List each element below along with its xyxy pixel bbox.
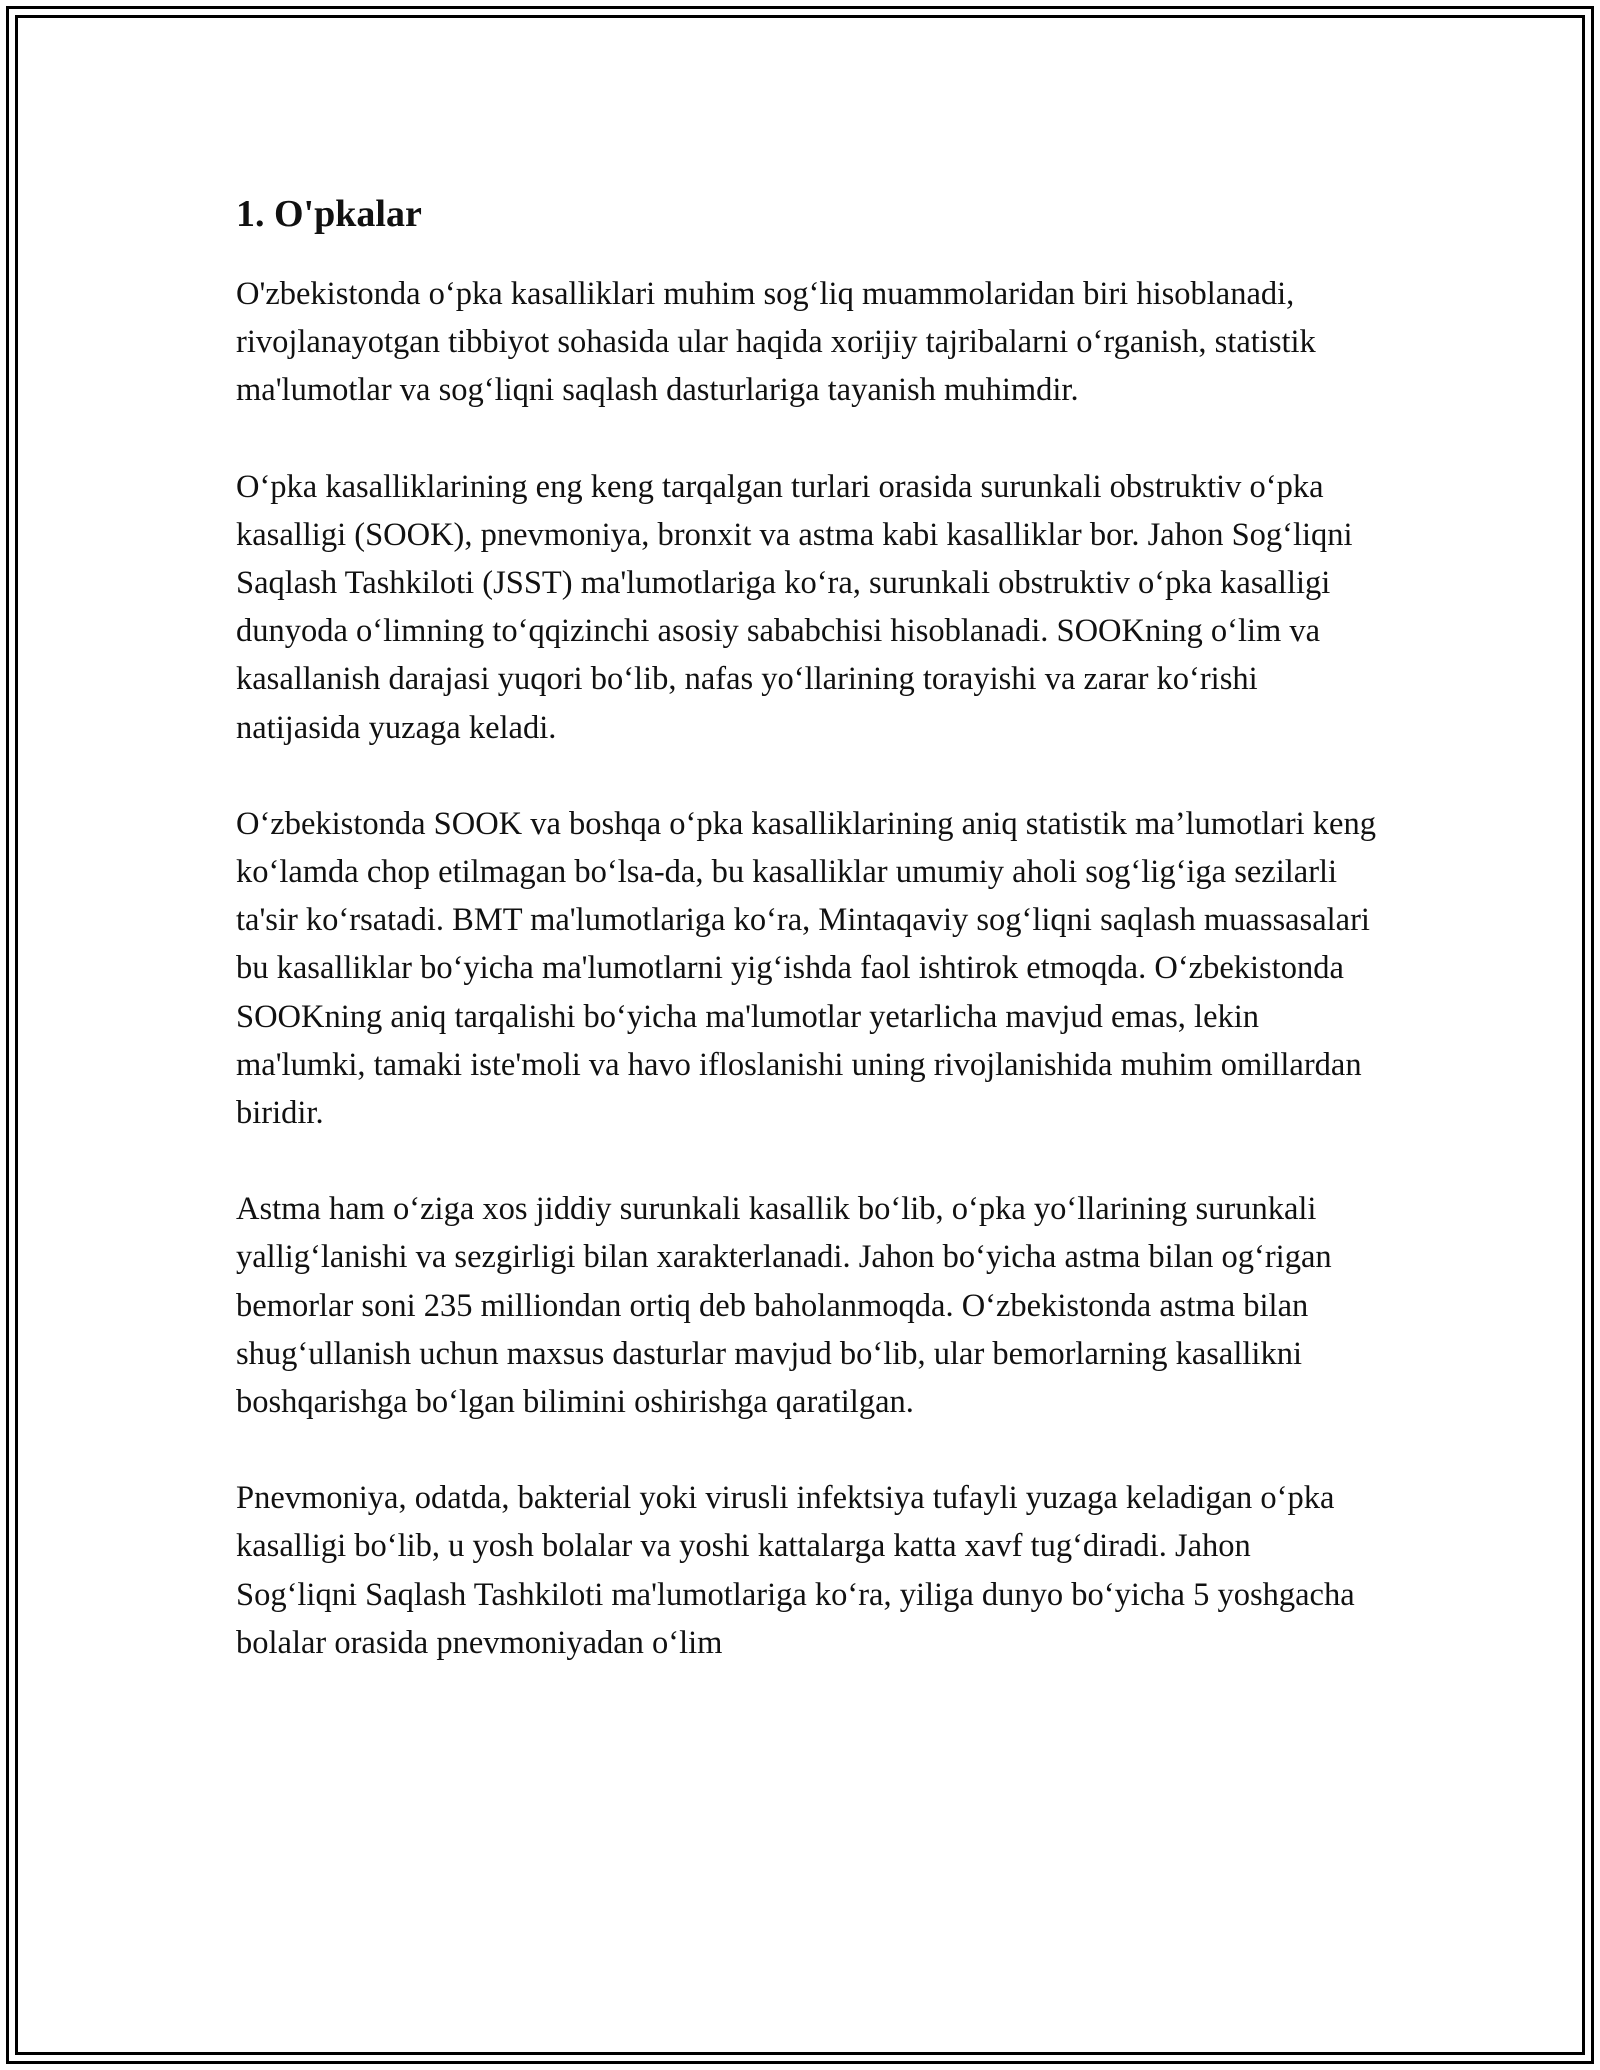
paragraph-sook-statistics: O‘zbekistonda SOOK va boshqa o‘pka kasalliklarining aniq statistik ma’lumotlari keng ko‘lamda chop etilmagan bo‘lsa-da, bu kasalliklar umumiy aholi sog‘lig‘iga sezilarli ta'sir ko‘rsatadi. BMT ma'lumotlariga ko‘ra, Mintaqaviy sog‘liqni saqlash muassasalari bu kasalliklar bo‘yicha ma'lumotlarni yig‘ishda faol ishtirok etmoqda. O‘zbekistonda SOOKning aniq tarqalishi bo‘yicha ma'lumotlar yetarlicha mavjud emas, lekin ma'lumki, tamaki iste'moli va havo ifloslanishi uning rivojlanishida muhim omillardan biridir.	[236, 805, 1376, 1132]
paragraph-intro: O'zbekistonda o‘pka kasalliklari muhim sog‘liq muammolaridan biri hisoblanadi, rivojlanayotgan tibbiyot sohasida ular haqida xorijiy tajribalarni o‘rganish, statistik ma'lumotlar va sog‘liqni saqlash dasturlariga tayanish muhimdir.	[236, 276, 1316, 409]
paragraph-asthma: Astma ham o‘ziga xos jiddiy surunkali kasallik bo‘lib, o‘pka yo‘llarining surunkali yallig‘lanishi va sezgirligi bilan xarakterlanadi. Jahon bo‘yicha astma bilan og‘rigan bemorlar soni 235 milliondan ortiq deb baholanmoqda. O‘zbekistonda astma bilan shug‘ullanish uchun maxsus dasturlar mavjud bo‘lib, ular bemorlarning kasallikni boshqarishga bo‘lgan bilimini oshirishga qaratilgan.	[236, 1191, 1332, 1421]
paragraph-pneumonia: Pnevmoniya, odatda, bakterial yoki virusli infektsiya tufayli yuzaga keladigan o‘pka kasalligi bo‘lib, u yosh bolalar va yoshi kattalarga katta xavf tug‘diradi. Jahon Sog‘liqni Saqlash Tashkiloti ma'lumotlariga ko‘ra, yiliga dunyo bo‘yicha 5 yoshgacha bolalar orasida pnevmoniyadan o‘lim	[236, 1480, 1355, 1661]
section-heading: 1. O'pkalar	[236, 193, 422, 235]
document-body	[236, 188, 1376, 1715]
paragraph-disease-types: O‘pka kasalliklarining eng keng tarqalgan turlari orasida surunkali obstruktiv o‘pka kasalligi (SOOK), pnevmoniya, bronxit va astma kabi kasalliklar bor. Jahon Sog‘liqni Saqlash Tashkiloti (JSST) ma'lumotlariga ko‘ra, surunkali obstruktiv o‘pka kasalligi dunyoda o‘limning to‘qqizinchi asosiy sababchisi hisoblanadi. SOOKning o‘lim va kasallanish darajasi yuqori bo‘lib, nafas yo‘llarining torayishi va zarar ko‘rishi natijasida yuzaga keladi.	[236, 468, 1353, 746]
